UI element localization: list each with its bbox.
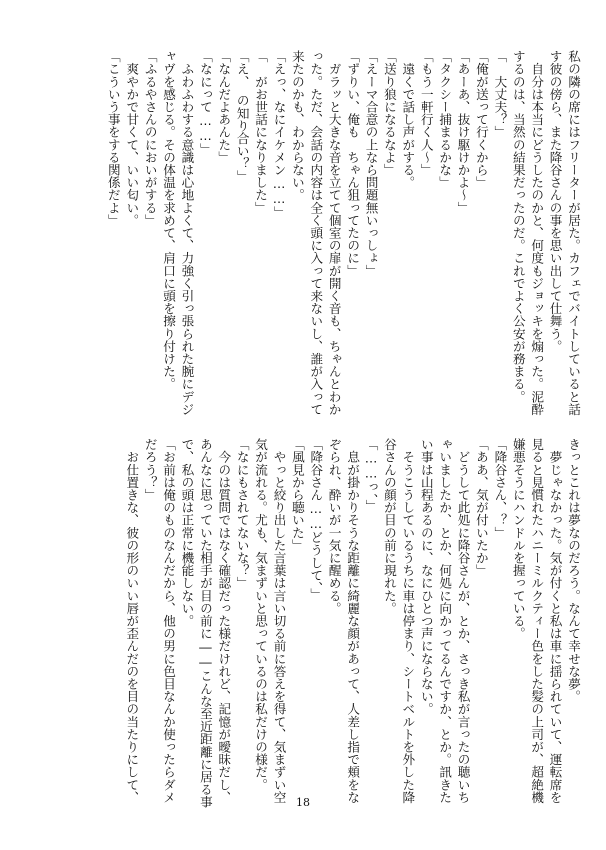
text-line: 「ずりい、俺も ちゃん狙ってたのに」 — [345, 50, 361, 277]
text-line: す彼の傍ら、また降谷さんの事を思い出して仕舞う。 — [547, 50, 563, 353]
text-line: 「……っ、」 — [363, 438, 379, 513]
text-line: ゃいましたか、とか、何処に向かってるんですか、とか。訊きた — [437, 438, 453, 804]
text-line: 来たのかも、わからない。 — [289, 50, 305, 202]
text-line: 息が掛かりそうな距離に綺麗な顔があって、人差し指で頬をな — [345, 438, 361, 804]
text-line: ぞられ、酔いが一気に醒める。 — [326, 438, 342, 615]
text-line: きっとこれは夢なのだろう。なんて幸せな夢。 — [566, 438, 581, 703]
text-line: 「なにって……」 — [197, 50, 213, 156]
text-line: 「降谷さん、？」 — [492, 438, 508, 539]
text-line: 「タクシー捕まるかな」 — [437, 50, 453, 189]
text-line: 「こういう事をする関係だよ」 — [105, 50, 121, 227]
text-line: だろう？」 — [142, 438, 158, 501]
text-line: 嫌悪そうにハンドルを握っている。 — [510, 438, 526, 640]
text-line: で、私の頭は正常に機能しない。 — [179, 438, 195, 627]
text-line: 「お前は俺のものなんだから、他の男に色目なんか使ったらダメ — [161, 438, 177, 804]
text-line: 自分は本当にどうしたのかと、何度もジョッキを煽った。泥酔 — [529, 50, 545, 416]
text-line: 「なにもされてないな？」 — [234, 438, 250, 590]
text-line: い事は山程あるのに、なにひとつ声にならない。 — [418, 438, 434, 716]
text-line: 谷さんの顔が目の前に現れた。 — [381, 438, 397, 615]
text-line: 遠くで話し声がする。 — [400, 50, 416, 189]
text-line: 「え、 の知り合い？」 — [234, 50, 250, 183]
text-line: 「えーマ合意の上なら問題無いっしょ」 — [363, 50, 379, 277]
text-line: 「 大丈夫？」 — [492, 50, 508, 139]
text-line: 「風見から聴いた」 — [289, 438, 305, 552]
text-line: 爽やかで甘くて、いい匂い。 — [124, 50, 140, 227]
text-line: 今のは質問ではなく確認だった様だけれど、記憶が曖昧だし、 — [216, 438, 232, 804]
text-line: どうして此処に降谷さんが、とか、さっき私が言ったの聴いち — [455, 438, 471, 804]
text-line: 「えっ、なにイケメン……」 — [271, 50, 287, 219]
text-line: 私の隣の席にはフリーターが居た。カフェでバイトしていると話 — [566, 50, 581, 416]
text-line: やっと絞り出した言葉は言い切る前に答えを得て、気まずい空 — [271, 438, 287, 804]
text-line: 「ああ、気が付いたか」 — [473, 438, 489, 577]
text-line: 「俺が送って行くから」 — [473, 50, 489, 189]
text-line: ャヴを感じる。その体温を求めて、肩口に頭を擦り付けた。 — [161, 50, 177, 391]
text-block-top — [103, 50, 582, 416]
text-line: 「もう一軒行く人～」 — [418, 50, 434, 176]
text-line: そうこうしているうちに車は停まり、シートベルトを外した降 — [400, 438, 416, 804]
page-number: 18 — [296, 796, 310, 809]
text-line: 気が流れる。尤も、気まずいと思っているのは私だけの様だ。 — [253, 438, 269, 791]
text-line: するのは、当然の結果だったのだ。これでよく公安が務まる。 — [510, 50, 526, 403]
text-line: 夢じゃなかった。気が付くと私は車に揺られていて、運転席を — [547, 438, 563, 804]
text-line: 「ふるやさんのにおいがする」 — [142, 50, 158, 227]
text-line: あんなに思っていた相手が目の前に――こんな至近距離に居る事 — [197, 438, 213, 809]
text-line: 「降谷さん……どうして、」 — [308, 438, 324, 601]
text-line: った。ただ、会話の内容は全く頭に入って来ないし、誰が入って — [308, 50, 324, 416]
text-line: 見ると見慣れたハニーミルクティー色をした髪の上司が、超絶機 — [529, 438, 545, 804]
text-line: 「送り狼になるなよ」 — [381, 50, 397, 176]
text-line: 「 がお世話になりました」 — [253, 50, 269, 214]
text-line: 「あーあ、抜け駆けかよ～」 — [455, 50, 471, 214]
text-line: 「なんだよあんた」 — [216, 50, 232, 164]
text-line: ふわふわする意識は心地よくて、力強く引っ張られた腕にデジ — [179, 50, 195, 416]
text-line: お仕置きな、彼の形のいい唇が歪んだのを目の当たりにして、 — [124, 438, 140, 804]
text-line: ガラッと大きな音を立てて個室の扉が開く音も、ちゃんとわか — [326, 50, 342, 416]
